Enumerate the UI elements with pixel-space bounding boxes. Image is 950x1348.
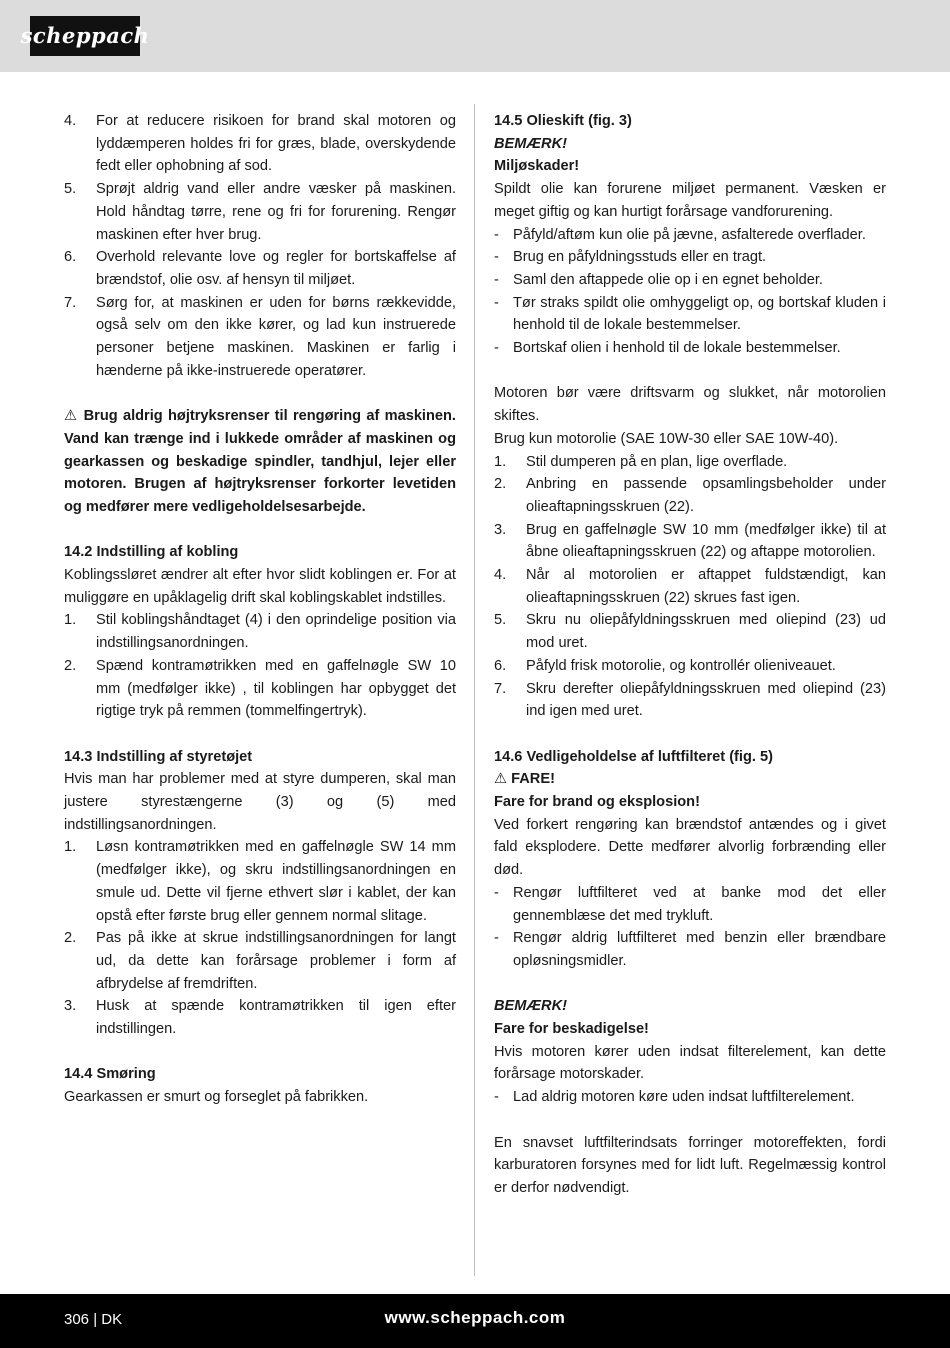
- section-heading-14-5: 14.5 Olieskift (fig. 3): [494, 113, 632, 129]
- list-item: - Brug en påfyldningsstuds eller en tragt.: [494, 249, 767, 266]
- paragraph: En snavset luftfilterindsats forringer motoreffekten, fordi karburatoren forsynes med for lidt luft. Regelmæssig kontrol er derfor nødvendigt.: [494, 1134, 886, 1196]
- list-item: 2. Anbring en passende opsamlingsbeholder under olieaftapningsskruen (22).: [494, 476, 886, 515]
- list-item: 4. For at reducere risikoen for brand skal motoren og lyddæmperen holdes fri for græs, blade, overskydende fedt eller ophobning af sod.: [64, 113, 456, 175]
- website-link[interactable]: www.scheppach.com: [384, 1308, 566, 1327]
- footer-bar: [0, 1294, 950, 1348]
- air-filter-bullets: [494, 882, 886, 973]
- list-item: 4. Når al motorolien er aftappet fuldstændigt, kan olieaftapningsskruen (22) skrues fast igen.: [494, 567, 886, 606]
- list-item: - Lad aldrig motoren køre uden indsat luftfilterelement.: [494, 1089, 855, 1106]
- paragraph: Ved forkert rengøring kan brændstof antændes og i givet fald eksplodere. Dette medfører alvorlig forbrænding eller død.: [494, 816, 886, 879]
- list-item: - Saml den aftappede olie op i en egnet beholder.: [494, 271, 823, 288]
- note-label: BEMÆRK!: [494, 998, 567, 1015]
- oil-change-steps: [494, 451, 886, 723]
- paragraph: Spildt olie kan forurene miljøet permanent. Væsken er meget giftig og kan hurtigt forårsage vandforurening.: [494, 181, 886, 220]
- warning-icon: ⚠: [64, 408, 79, 425]
- air-filter-bullets-2: [494, 1086, 886, 1109]
- list-item: - Påfyld/aftøm kun olie på jævne, asfalterede overflader.: [494, 226, 866, 243]
- danger-label: ⚠ FARE!: [494, 771, 555, 788]
- section-heading-14-2: 14.2 Indstilling af kobling: [64, 544, 239, 561]
- section-heading-14-3: 14.3 Indstilling af styretøjet: [64, 748, 253, 765]
- page-number: 306 | DK: [64, 1311, 123, 1328]
- warning-icon: ⚠: [494, 771, 508, 788]
- list-item: - Rengør aldrig luftfilteret med benzin eller brændbare opløsningsmidler.: [494, 930, 886, 969]
- paragraph: Brug kun motorolie (SAE 10W-30 eller SAE 10W-40).: [494, 430, 839, 447]
- safety-list: [64, 110, 456, 382]
- paragraph: Koblingssløret ændrer alt efter hvor slidt koblingen er. For at muliggøre en upåklagelig drift skal koblingskablet indstilles.: [64, 567, 456, 606]
- right-column: [494, 110, 886, 1200]
- list-item: - Tør straks spildt olie omhyggeligt op, og bortskaf kluden i henhold til de lokale bestemmelser.: [494, 294, 886, 334]
- pressure-washer-warning: ⚠ Brug aldrig højtryksrenser til rengøring af maskinen. Vand kan trænge ind i lukkede områder af maskinen og gearkassen og beskadige spindler, tandhjul, lejer eller motoren. Brugen af højtryksrenser forkorter levetiden og medfører mere vedligeholdelsesarbejde.: [64, 408, 456, 515]
- column-divider: [474, 104, 475, 1276]
- left-column: [64, 110, 456, 1109]
- paragraph: Hvis man har problemer med at styre dumperen, skal man justere styrestængerne (3) og (5) med indstillingsanordningen.: [64, 771, 456, 833]
- section-heading-14-6: 14.6 Vedligeholdelse af luftfilteret (fig. 5): [494, 748, 773, 765]
- list-item: 3. Brug en gaffelnøgle SW 10 mm (medfølger ikke) til at åbne olieaftapningsskruen (22) og aftappe motorolien.: [494, 521, 886, 561]
- list-item: 6. Påfyld frisk motorolie, og kontrollér olieniveauet.: [494, 657, 836, 674]
- brand-logo: scheppach: [30, 16, 140, 56]
- paragraph: Gearkassen er smurt og forseglet på fabrikken.: [64, 1089, 369, 1106]
- list-item: 5. Skru nu oliepåfyldningsskruen med oliepind (23) ud mod uret.: [494, 612, 886, 652]
- list-item: 3. Husk at spænde kontramøtrikken til igen efter indstillingen.: [64, 998, 456, 1038]
- list-item: - Rengør luftfilteret ved at banke mod det eller gennemblæse det med trykluft.: [494, 884, 886, 924]
- list-item: 7. Skru derefter oliepåfyldningsskruen med oliepind (23) ind igen med uret.: [494, 680, 886, 720]
- clutch-steps: [64, 609, 456, 723]
- list-item: 7. Sørg for, at maskinen er uden for børns rækkevidde, også selv om den ikke kører, og lad kun instruerede personer betjene maskinen. Maskinen er farlig i hænderne på ikke-instruerede operatører.: [64, 294, 456, 379]
- section-heading-14-4: 14.4 Smøring: [64, 1066, 156, 1083]
- list-item: 6. Overhold relevante love og regler for bortskaffelse af brændstof, olie osv. af hensyn til miljøet.: [64, 249, 456, 288]
- list-item: 1. Stil koblingshåndtaget (4) i den oprindelige position via indstillingsanordningen.: [64, 612, 456, 652]
- paragraph: Hvis motoren kører uden indsat filterelement, kan dette forårsage motorskader.: [494, 1043, 886, 1083]
- note-label: BEMÆRK!: [494, 135, 567, 152]
- paragraph: Motoren bør være driftsvarm og slukket, når motorolien skiftes.: [494, 385, 886, 425]
- danger-title: Fare for brand og eksplosion!: [494, 794, 700, 811]
- steering-steps: [64, 836, 456, 1040]
- list-item: 1. Stil dumperen på en plan, lige overflade.: [494, 453, 788, 470]
- oil-bullets: [494, 224, 886, 360]
- list-item: 1. Løsn kontramøtrikken med en gaffelnøgle SW 14 mm (medfølger ikke), og skru indstillingsanordningen en smule ud. Dette vil fjerne ethvert slør i kablet, der kan opstå efter første brug eller gennem normal slitage.: [64, 839, 456, 924]
- note-title: Miljøskader!: [494, 158, 580, 175]
- note-title: Fare for beskadigelse!: [494, 1021, 649, 1038]
- list-item: 5. Sprøjt aldrig vand eller andre væsker på maskinen. Hold håndtag tørre, rene og fri for forurening. Rengør maskinen efter hver brug.: [64, 181, 456, 243]
- list-item: 2. Spænd kontramøtrikken med en gaffelnøgle SW 10 mm (medfølger ikke) , til koblingen har opbygget det rigtige tryk på remmen (tommelfingertryk).: [64, 657, 456, 720]
- list-item: - Bortskaf olien i henhold til de lokale bestemmelser.: [494, 340, 841, 357]
- list-item: 2. Pas på ikke at skrue indstillingsanordningen for langt ud, da dette kan forårsage problemer i form af afbrydelse af fremdriften.: [64, 930, 456, 992]
